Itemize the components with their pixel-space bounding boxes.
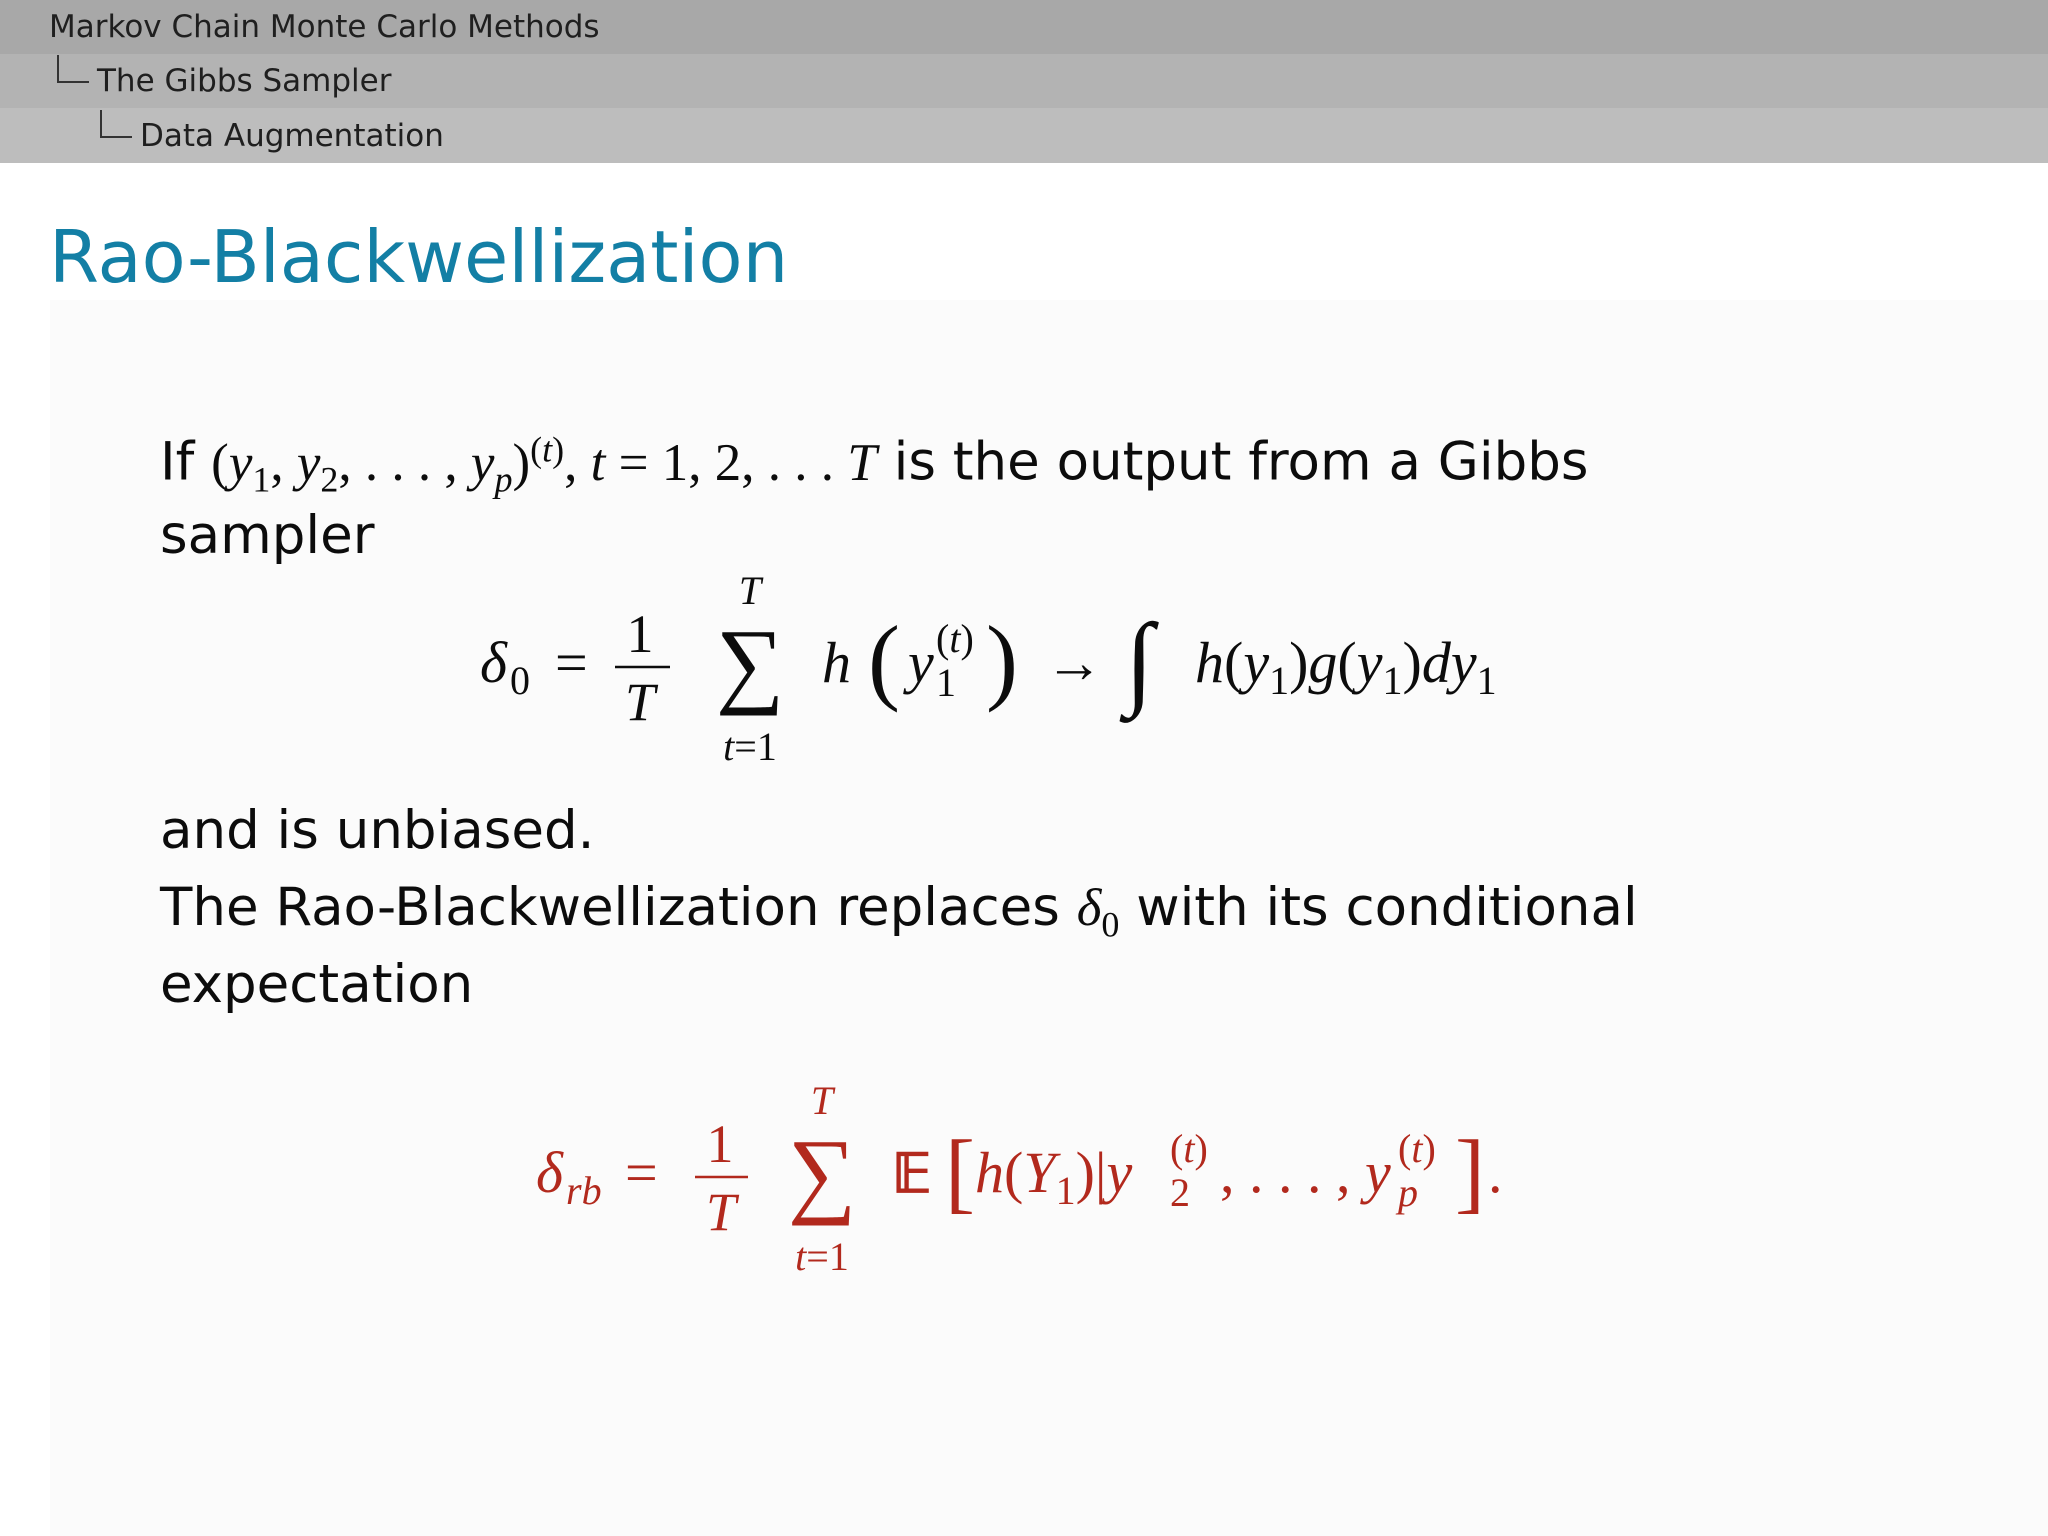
svg-text:(t): (t) (936, 616, 974, 661)
svg-text:t=1: t=1 (723, 724, 777, 769)
rb-suffix: with its conditional (1136, 877, 1638, 938)
svg-text:t=1: t=1 (795, 1234, 849, 1279)
rb-line-1 (160, 877, 1638, 946)
svg-text:rb: rb (566, 1168, 602, 1213)
svg-text:(t): (t) (1398, 1126, 1436, 1171)
breadcrumb-level-2[interactable] (0, 54, 2048, 108)
svg-text:2: 2 (1170, 1170, 1190, 1215)
intro-line-1 (160, 428, 1588, 500)
tree-corner-icon (57, 55, 89, 83)
svg-text:1: 1 (936, 660, 956, 705)
svg-text:h(y1)g(y1)dy1: $h(y_1)g(y_1)dy_1$ (1195, 630, 1497, 703)
delta0-formula (460, 570, 1600, 770)
breadcrumb-level-1[interactable] (0, 0, 2048, 54)
breadcrumb-level-3[interactable] (0, 108, 2048, 163)
svg-text:T: T (810, 1080, 834, 1123)
rb-line-2: expectation (160, 954, 474, 1015)
svg-text:→: → (1045, 630, 1103, 695)
svg-text:∑: ∑ (715, 609, 785, 716)
delta-rb-formula (520, 1080, 1560, 1280)
rb-prefix: The Rao-Blackwellization replaces (160, 877, 1060, 938)
svg-text:δ: δ (536, 1140, 563, 1205)
svg-text:∑: ∑ (787, 1119, 857, 1226)
slide-title: Rao-Blackwellization (49, 215, 789, 299)
svg-text:=: = (555, 630, 588, 695)
delta0-inline: $\delta_0$ (1076, 879, 1120, 945)
tree-corner-icon (100, 110, 132, 138)
intro-prefix: If (160, 431, 195, 493)
breadcrumb-level-1-label: Markov Chain Monte Carlo Methods (49, 9, 600, 45)
svg-text:]: ] (1455, 1123, 1485, 1222)
svg-text:1: 1 (706, 1114, 734, 1174)
svg-text:=: = (625, 1140, 658, 1205)
svg-text:h: h (822, 630, 851, 695)
svg-text:T: T (738, 570, 762, 613)
svg-text:𝔼: 𝔼 (892, 1144, 932, 1204)
intro-line-2: sampler (160, 505, 375, 566)
svg-text:(t): (t) (1170, 1126, 1208, 1171)
svg-text:1: 1 (626, 604, 654, 664)
svg-text:0: 0 (510, 658, 530, 703)
svg-text:T: T (705, 1182, 737, 1242)
breadcrumb-level-2-label: The Gibbs Sampler (97, 63, 392, 99)
unbiased-line: and is unbiased. (160, 800, 595, 861)
svg-text:.: . (1488, 1140, 1503, 1205)
breadcrumb-level-3-label: Data Augmentation (140, 117, 444, 154)
svg-text:y: y (908, 630, 934, 695)
svg-text:(: ( (868, 606, 900, 713)
sample-sequence-formula: ($y_1$, $y_2$, . . . , $y_p)^{(t)}$, t = 1, 2, . . . T (211, 429, 877, 500)
svg-text:h(Y1)|y: $h(Y_1)|y$ (975, 1140, 1133, 1213)
svg-text:p: p (1398, 1170, 1418, 1215)
svg-text:δ: δ (480, 630, 507, 695)
intro-suffix: is the output from a Gibbs (893, 431, 1589, 493)
svg-text:): ) (986, 606, 1018, 713)
svg-text:, . . . , y: , . . . , y (1220, 1140, 1391, 1205)
svg-text:∫: ∫ (1125, 603, 1154, 718)
svg-text:T: T (624, 672, 656, 732)
svg-text:[: [ (945, 1123, 975, 1222)
